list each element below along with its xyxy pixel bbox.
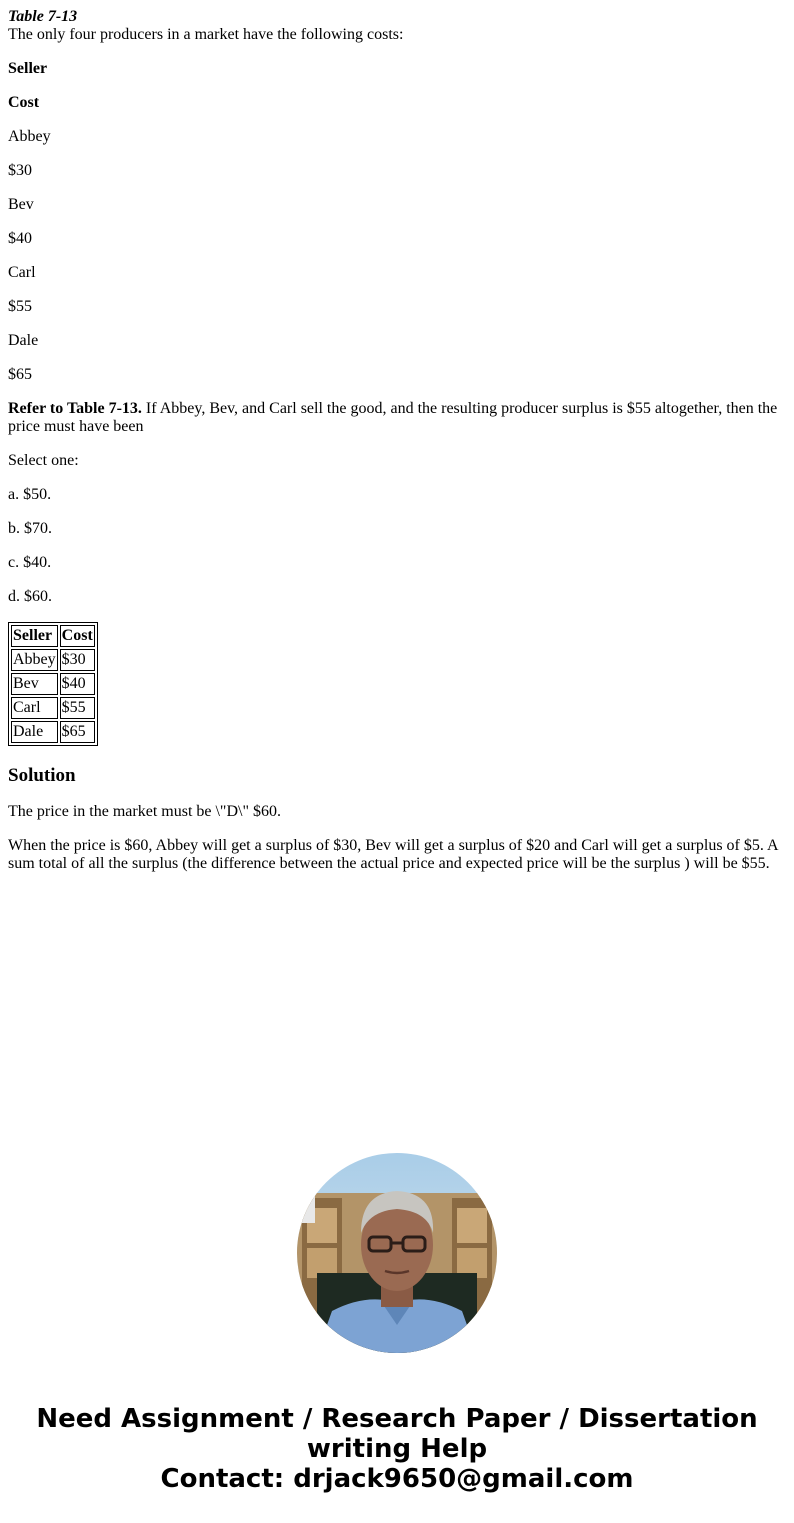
portrait-image <box>297 1153 497 1353</box>
table-title: Table 7-13 <box>8 8 78 25</box>
solution-answer: The price in the market must be \"D\" $60. <box>8 803 281 820</box>
table-row <box>11 697 95 719</box>
solution-heading: Solution <box>8 765 76 786</box>
cell-cost: $65 <box>60 721 95 743</box>
list-header-cost: Cost <box>8 94 40 111</box>
cell-cost: $40 <box>60 673 95 695</box>
prompt-text: If Abbey, Bev, and Carl sell the good, and the resulting producer surplus is $55 altogether, then the price must have been <box>8 400 778 435</box>
option-b: b. $70. <box>8 520 52 537</box>
list-item: $65 <box>8 366 32 383</box>
list-item: $40 <box>8 230 32 247</box>
prompt-reference: Refer to Table 7-13. <box>8 400 142 417</box>
author-photo <box>297 1153 497 1353</box>
cost-table <box>8 622 98 746</box>
cell-seller: Bev <box>11 673 58 695</box>
cell-seller: Carl <box>11 697 58 719</box>
option-d: d. $60. <box>8 588 52 605</box>
solution-explanation: When the price is $60, Abbey will get a surplus of $30, Bev will get a surplus of $20 and Carl will get a surplus of $5. A sum total of all the surplus (the difference between the actual price and expected price will be the surplus ) will be $55. <box>8 837 778 872</box>
question-intro: The only four producers in a market have the following costs: <box>8 26 404 43</box>
option-a: a. $50. <box>8 486 52 503</box>
header-cost: Cost <box>60 625 95 647</box>
footer-line: Need Assignment / Research Paper / Dissertation <box>36 1404 758 1434</box>
table-row <box>11 721 95 743</box>
table-header-row <box>11 625 95 647</box>
table-row <box>11 649 95 671</box>
cell-seller: Dale <box>11 721 58 743</box>
footer-banner <box>0 1404 794 1494</box>
cell-cost: $30 <box>60 649 95 671</box>
list-item: Carl <box>8 264 36 281</box>
header-seller: Seller <box>11 625 58 647</box>
list-item: Abbey <box>8 128 51 145</box>
list-item: $55 <box>8 298 32 315</box>
question-prompt <box>8 400 786 436</box>
cell-seller: Abbey <box>11 649 58 671</box>
document-content <box>8 8 786 873</box>
option-c: c. $40. <box>8 554 52 571</box>
list-item: Dale <box>8 332 39 349</box>
select-label: Select one: <box>8 452 79 469</box>
table-row <box>11 673 95 695</box>
list-item: Bev <box>8 196 34 213</box>
list-header-seller: Seller <box>8 60 48 77</box>
cell-cost: $55 <box>60 697 95 719</box>
list-item: $30 <box>8 162 32 179</box>
footer-contact: Contact: drjack9650@gmail.com <box>160 1464 634 1494</box>
footer-line: writing Help <box>306 1434 488 1464</box>
